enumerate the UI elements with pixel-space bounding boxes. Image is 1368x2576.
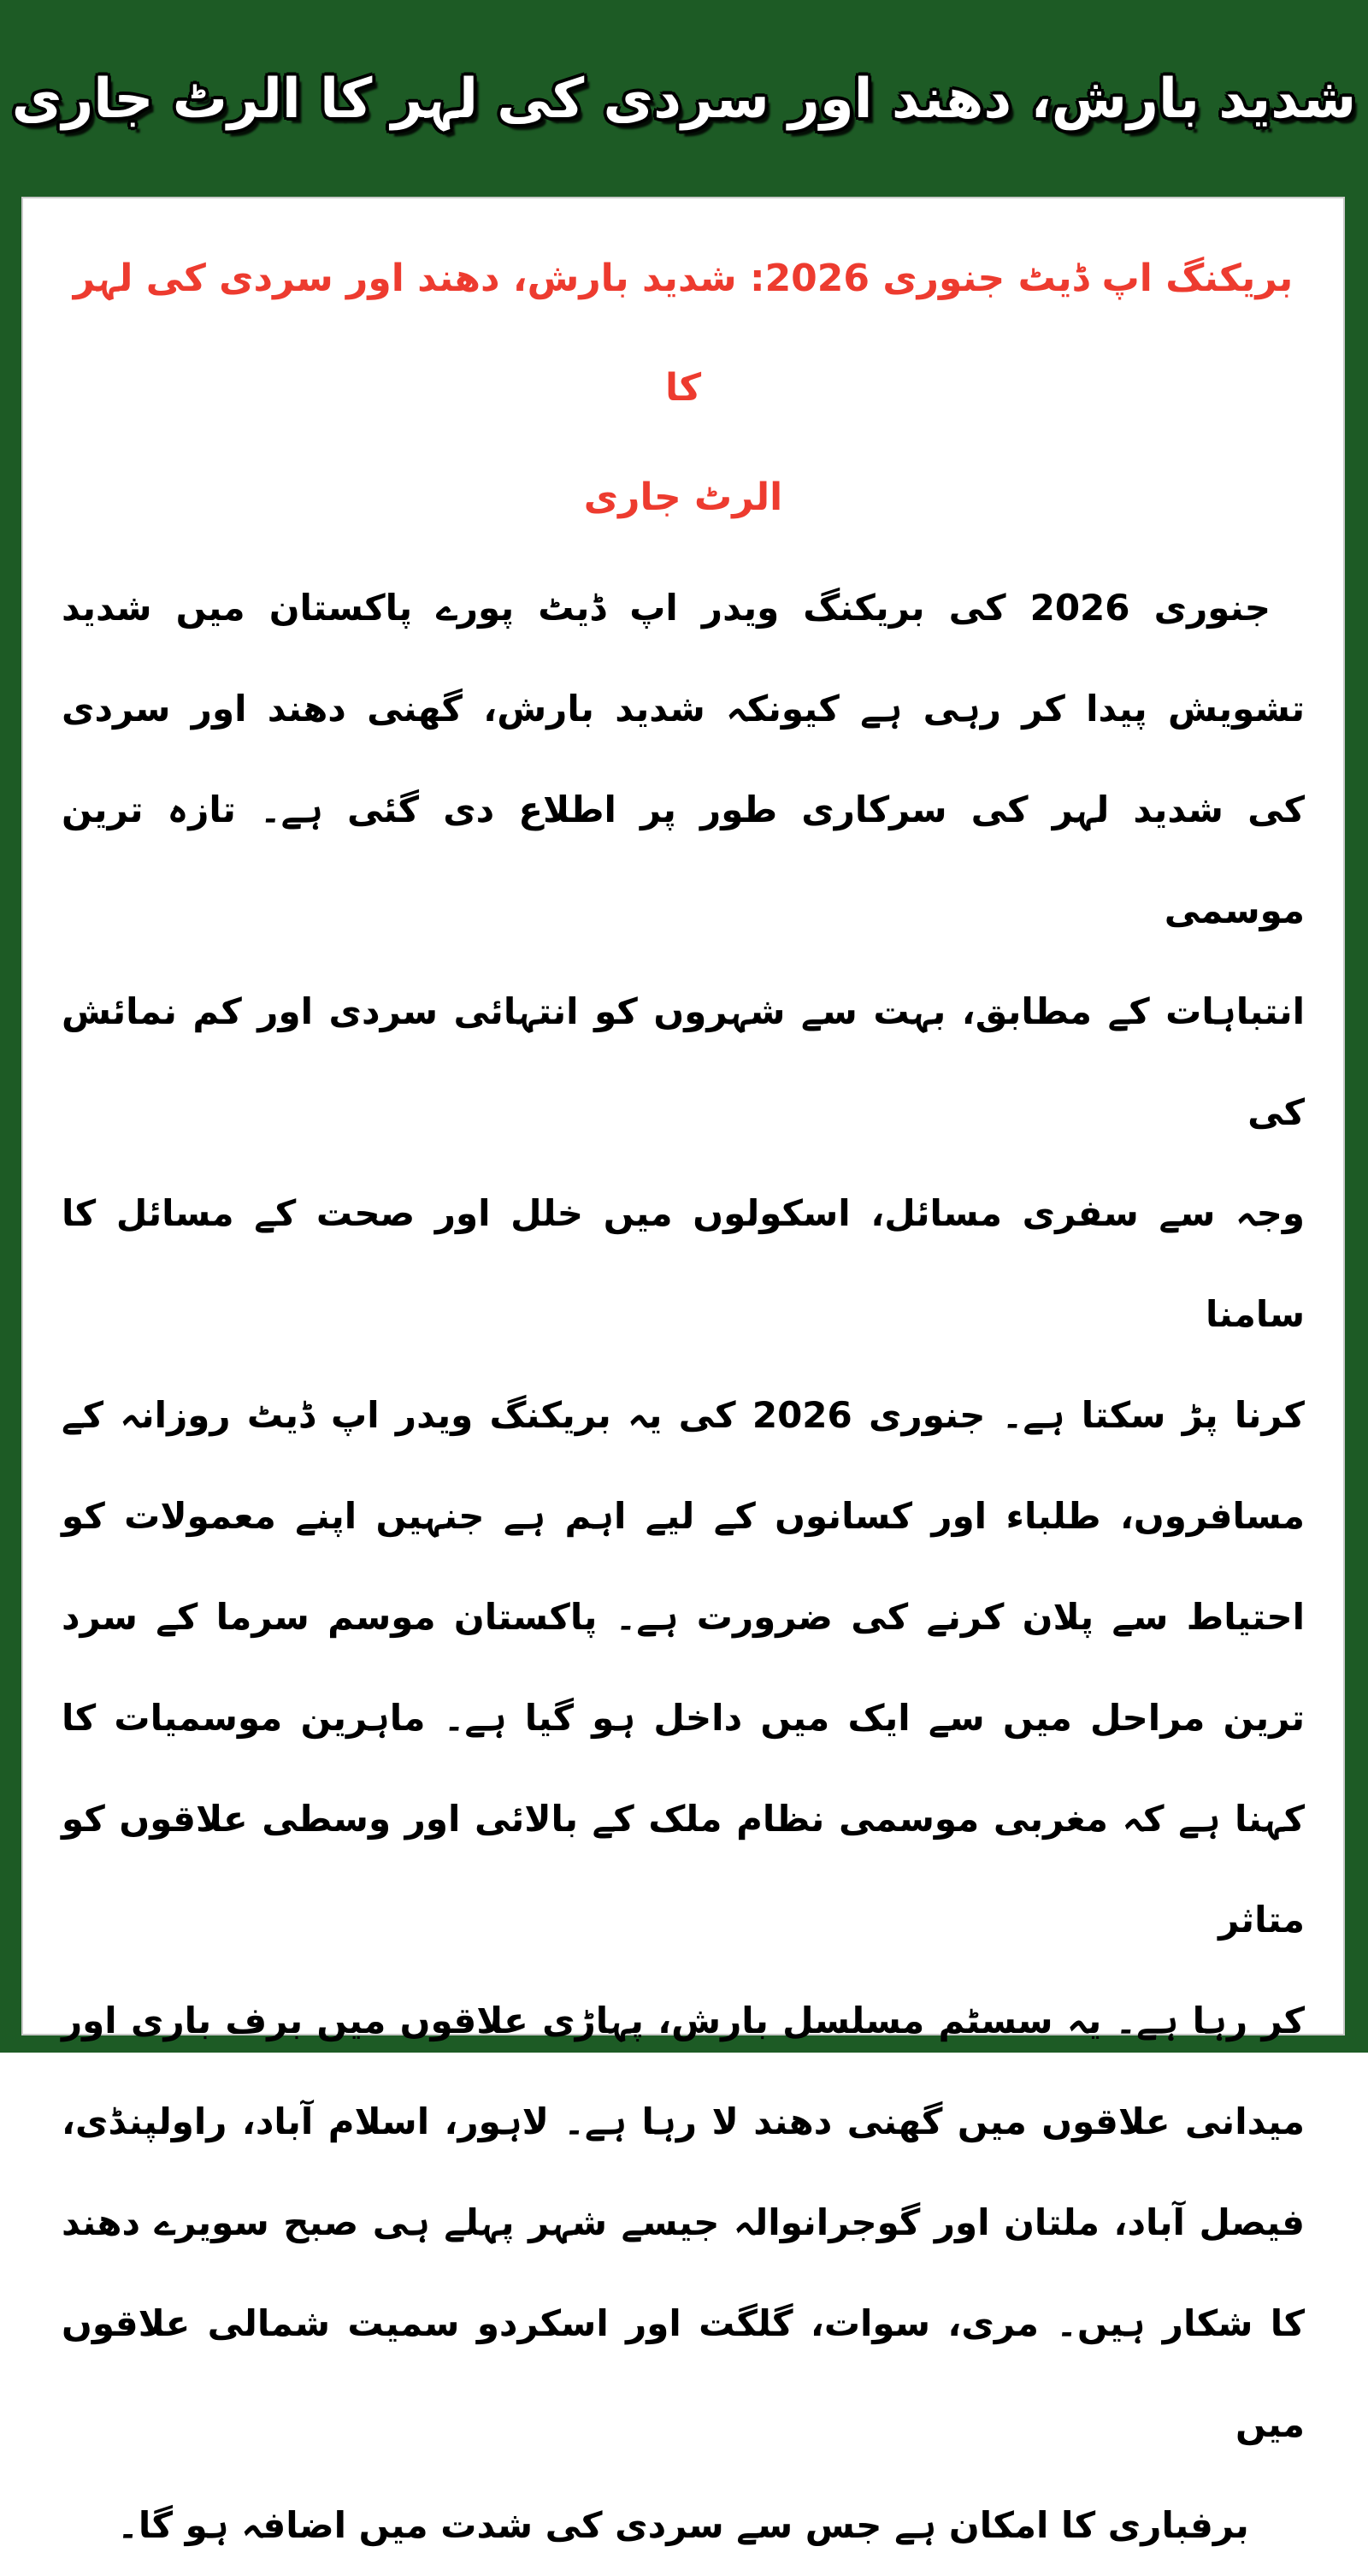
- body-line: فیصل آباد، ملتان اور گوجرانوالہ جیسے شہر پہلے ہی صبح سویرے دھند: [62, 2201, 1305, 2243]
- content-card: [21, 197, 1345, 2546]
- body-line: احتیاط سے پلان کرنے کی ضرورت ہے۔ پاکستان موسم سرما کے سرد: [62, 1596, 1305, 1638]
- body-line: وجہ سے سفری مسائل، اسکولوں میں خلل اور صحت کے مسائل کا سامنا: [62, 1192, 1305, 1335]
- body-line: کرنا پڑ سکتا ہے۔ جنوری 2026 کی یہ بریکنگ ویدر اپ ڈیٹ روزانہ کے: [62, 1394, 1305, 1436]
- body-line: انتباہات کے مطابق، بہت سے شہروں کو انتہائی سردی اور کم نمائش کی: [62, 990, 1305, 1133]
- article-heading-line-1: بریکنگ اپ ڈیٹ جنوری 2026: شدید بارش، دھند اور سردی کی لہر کا: [73, 257, 1294, 410]
- article-body: [62, 558, 1305, 2576]
- body-line: برفباری کا امکان ہے جس سے سردی کی شدت میں اضافہ ہو گا۔: [117, 2504, 1249, 2546]
- body-line: جنوری 2026 کی بریکنگ ویدر اپ ڈیٹ پورے پاکستان میں شدید: [62, 587, 1271, 629]
- article-heading-line-2: الرٹ جاری: [583, 476, 783, 519]
- header-banner: [0, 0, 1368, 197]
- body-line: تشویش پیدا کر رہی ہے کیونکہ شدید بارش، گھنی دھند اور سردی: [62, 688, 1305, 730]
- body-line: کہنا ہے کہ مغربی موسمی نظام ملک کے بالائی اور وسطی علاقوں کو متاثر: [62, 1798, 1305, 1941]
- body-line: میدانی علاقوں میں گھنی دھند لا رہا ہے۔ لاہور، اسلام آباد، راولپنڈی،: [62, 2100, 1305, 2142]
- body-line: کا شکار ہیں۔ مری، سوات، گلگت اور اسکردو سمیت شمالی علاقوں میں: [62, 2302, 1305, 2445]
- body-line: ترین مراحل میں سے ایک میں داخل ہو گیا ہے۔ ماہرین موسمیات کا: [62, 1697, 1305, 1739]
- body-line: کر رہا ہے۔ یہ سسٹم مسلسل بارش، پہاڑی علاقوں میں برف باری اور: [62, 2000, 1305, 2041]
- article-heading: [62, 224, 1305, 552]
- body-line: کی شدید لہر کی سرکاری طور پر اطلاع دی گئی ہے۔ تازہ ترین موسمی: [62, 789, 1305, 931]
- page-title: شدید بارش، دھند اور سردی کی لہر کا الرٹ جاری: [11, 67, 1357, 131]
- body-line: مسافروں، طلباء اور کسانوں کے لیے اہم ہے جنہیں اپنے معمولات کو: [62, 1495, 1305, 1537]
